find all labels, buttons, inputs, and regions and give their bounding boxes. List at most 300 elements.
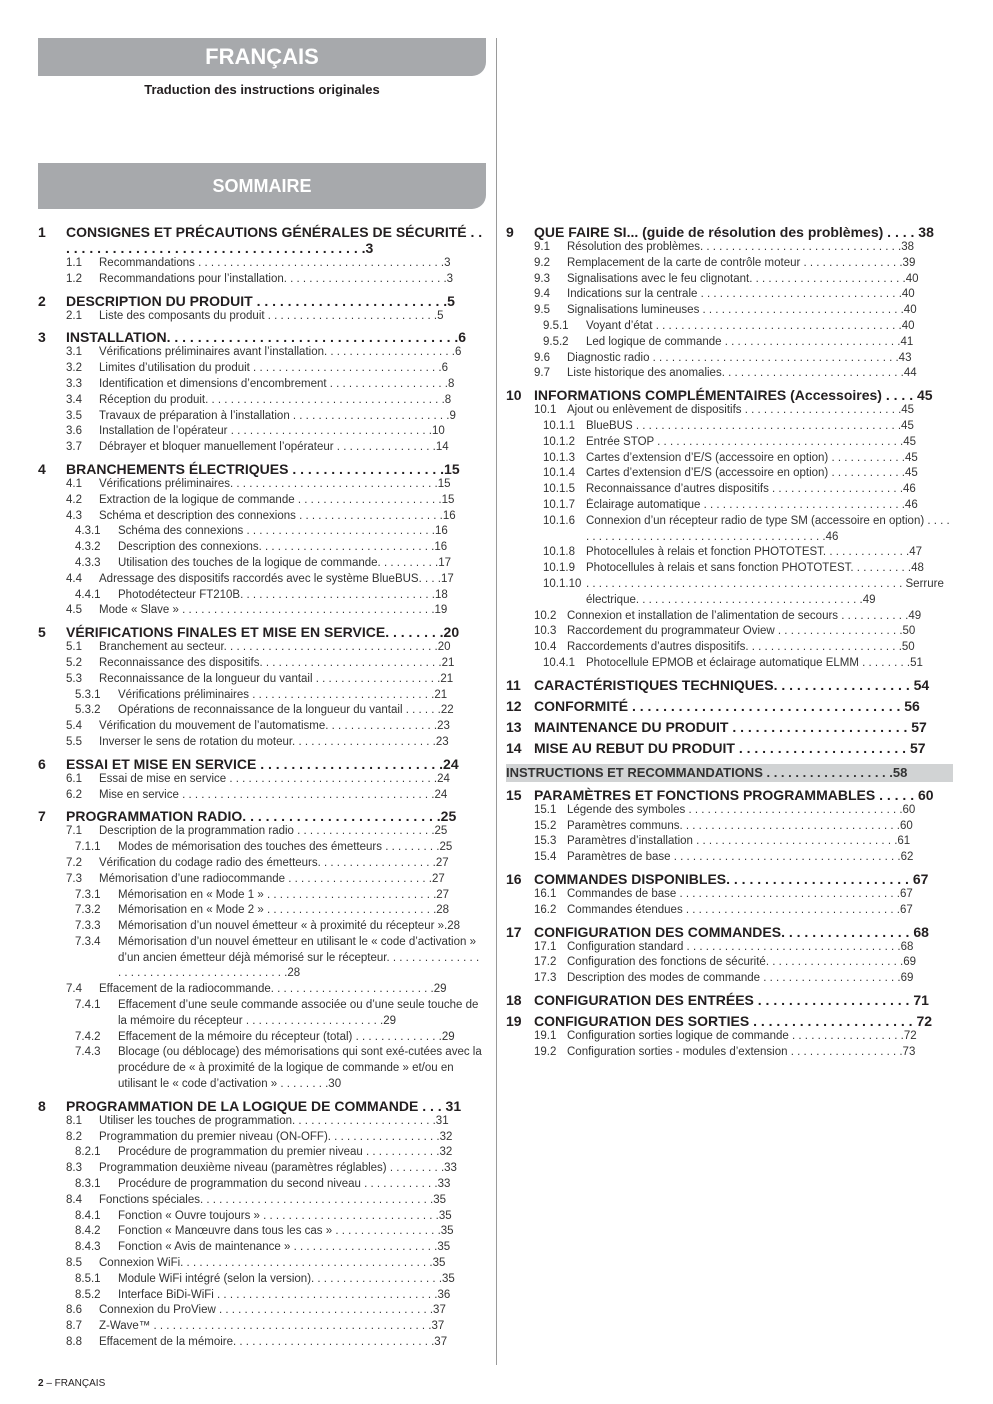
toc-section[interactable] [38, 293, 485, 309]
toc-subentry[interactable] [38, 1209, 485, 1225]
toc-number: 4.3.3 [75, 556, 101, 569]
toc-section[interactable] [38, 756, 485, 772]
toc-section[interactable] [38, 1098, 485, 1114]
toc-number: 17 [506, 923, 522, 940]
toc-number: 5.3.1 [75, 688, 101, 701]
toc-entry[interactable] [38, 377, 485, 393]
toc-title: Programmation deuxième niveau (paramètres réglables) . . . . . . . . .33 [99, 1162, 457, 1175]
toc-title: Réception du produit. . . . . . . . . . . . . . . . . . . . . . . . . . . . . . . . . . . . . .8 [99, 393, 452, 406]
toc-title: Vérifications préliminaires. . . . . . . . . . . . . . . . . . . . . . . . . . . . . . . . .15 [99, 477, 451, 490]
toc-number: 17.3 [534, 972, 557, 985]
toc-number: 12 [506, 697, 522, 714]
toc-number: 7.4.2 [75, 1030, 101, 1043]
toc-subentry[interactable] [506, 451, 953, 467]
toc-entry[interactable] [38, 1319, 485, 1335]
toc-number: 9.7 [534, 367, 550, 380]
toc-title: Entrée STOP . . . . . . . . . . . . . . . . . . . . . . . . . . . . . . . . . . . . . . .45 [586, 435, 916, 448]
toc-entry[interactable] [38, 424, 485, 440]
toc-title: MAINTENANCE DU PRODUIT . . . . . . . . . . . . . . . . . . . . . . . 57 [534, 718, 927, 735]
toc-number: 10.3 [534, 625, 557, 638]
toc-title: Recommandations . . . . . . . . . . . . . . . . . . . . . . . . . . . . . . . . . . . . . . .3 [99, 257, 451, 269]
toc-number: 4.1 [66, 477, 82, 490]
toc-entry[interactable] [38, 1256, 485, 1272]
toc-number: 18 [506, 991, 522, 1008]
toc-title: Reconnaissance de la longueur du vantail . . . . . . . . . . . . . . . . . . . .21 [99, 672, 454, 685]
toc-title: BlueBUS . . . . . . . . . . . . . . . . . . . . . . . . . . . . . . . . . . . . . . . . . .45 [586, 419, 914, 432]
toc-number: 10.1.10 [543, 577, 582, 590]
toc-section[interactable] [506, 677, 953, 693]
toc-title: Branchement au secteur. . . . . . . . . . . . . . . . . . . . . . . . . . . . . . . . . .20 [99, 641, 451, 654]
toc-number: 4.5 [66, 604, 82, 617]
toc-number: 17.2 [534, 956, 557, 969]
toc-title: Voyant d’état . . . . . . . . . . . . . . . . . . . . . . . . . . . . . . . . . . . . . . .40 [586, 319, 915, 332]
toc-number: 5.3.2 [75, 704, 101, 717]
toc-title: Ajout ou enlèvement de dispositifs . . . . . . . . . . . . . . . . . . . . . . . . .45 [567, 404, 915, 417]
toc-number: 7.2 [66, 856, 82, 869]
toc-entry[interactable] [38, 1130, 485, 1146]
toc-title: Configuration sorties logique de commande . . . . . . . . . . . . . . . . . .72 [567, 1029, 917, 1042]
toc-title: Connexion du ProView . . . . . . . . . . . . . . . . . . . . . . . . . . . . . . . . . .37 [99, 1304, 446, 1317]
toc-entry[interactable] [38, 719, 485, 735]
toc-number: 19.1 [534, 1029, 557, 1042]
toc-entry[interactable] [506, 256, 953, 272]
toc-number: 3.6 [66, 425, 82, 438]
toc-title: Configuration sorties - modules d’extension . . . . . . . . . . . . . . . . . .73 [567, 1045, 916, 1058]
page-number: 2 [38, 1378, 44, 1389]
toc-title: Photocellules à relais et fonction PHOTOTEST. . . . . . . . . . . . . .47 [586, 546, 922, 559]
toc-title: Reconnaissance d’autres dispositifs . . . . . . . . . . . . . . . . . . . . .46 [586, 483, 916, 496]
toc-number: 5.2 [66, 656, 82, 669]
toc-title: Diagnostic radio . . . . . . . . . . . . . . . . . . . . . . . . . . . . . . . . . . . . . . .43 [567, 351, 912, 364]
toc-title: CONFIGURATION DES SORTIES . . . . . . . . . . . . . . . . . . . . . 72 [534, 1012, 933, 1029]
toc-number: 8.4.3 [75, 1241, 101, 1254]
toc-subentry[interactable] [38, 540, 485, 556]
toc-title: Cartes d’extension d’E/S (accessoire en option) . . . . . . . . . . . .45 [586, 451, 918, 464]
toc-title: Débrayer et bloquer manuellement l’opérateur . . . . . . . . . . . . . . . .14 [99, 441, 449, 454]
toc-number: 7.1.1 [75, 841, 101, 854]
toc-number: 9.2 [534, 256, 550, 269]
toc-title: Essai de mise en service . . . . . . . . . . . . . . . . . . . . . . . . . . . . . . . . .24 [99, 772, 450, 785]
toc-title: Commandes étendues . . . . . . . . . . . . . . . . . . . . . . . . . . . . . . . . . .67 [567, 903, 913, 916]
toc-title: DESCRIPTION DU PRODUIT . . . . . . . . . . . . . . . . . . . . . . . . .5 [66, 292, 455, 309]
toc-section[interactable] [506, 871, 953, 887]
toc-title: Procédure de programmation du second niveau . . . . . . . . . . . .33 [118, 1178, 451, 1191]
toc-title: Fonction « Avis de maintenance » . . . . . . . . . . . . . . . . . . . . . . .35 [118, 1241, 451, 1254]
toc-title: Travaux de préparation à l’installation . . . . . . . . . . . . . . . . . . . . . . . . .9 [99, 409, 456, 422]
toc-entry[interactable] [506, 850, 953, 866]
toc-number: 10 [506, 387, 522, 404]
toc-title: PARAMÈTRES ET FONCTIONS PROGRAMMABLES . . . . . 60 [534, 786, 934, 803]
toc-subentry[interactable] [506, 482, 953, 498]
toc-title: Fonctions spéciales. . . . . . . . . . . . . . . . . . . . . . . . . . . . . . . . . . . . .35 [99, 1193, 447, 1206]
toc-title: Légende des symboles . . . . . . . . . . . . . . . . . . . . . . . . . . . . . . . . . .60 [567, 803, 916, 816]
toc-number: 10.1.3 [543, 451, 575, 464]
toc-subentry[interactable] [38, 919, 485, 935]
toc-title: Mode « Slave » . . . . . . . . . . . . . . . . . . . . . . . . . . . . . . . . . . . . . . . .19 [99, 604, 448, 617]
toc-section[interactable] [506, 387, 953, 403]
language-banner [38, 38, 486, 76]
toc-number: 10.1.5 [543, 483, 575, 496]
toc-entry[interactable] [506, 272, 953, 288]
toc-title: Paramètres de base . . . . . . . . . . . . . . . . . . . . . . . . . . . . . . . . . . . .62 [567, 851, 914, 864]
toc-entry[interactable] [38, 656, 485, 672]
toc-title: QUE FAIRE SI... (guide de résolution des problèmes) . . . . 38 [534, 224, 934, 240]
toc-number: 3 [38, 329, 46, 346]
toc-title: Identification et dimensions d’encombrement . . . . . . . . . . . . . . . . . . .8 [99, 377, 455, 390]
toc-number: 9 [506, 224, 514, 240]
toc-title: Vérification du mouvement de l’automatisme. . . . . . . . . . . . . . . . . .23 [99, 720, 450, 733]
toc-section[interactable] [506, 224, 953, 240]
toc-title: Installation de l’opérateur . . . . . . . . . . . . . . . . . . . . . . . . . . . . . . . .10 [99, 425, 445, 438]
toc-entry[interactable] [38, 440, 485, 456]
toc-number: 8.8 [66, 1336, 82, 1349]
toc-entry[interactable] [38, 735, 485, 751]
toc-number: 4.4.1 [75, 588, 101, 601]
toc-number: 5.1 [66, 641, 82, 654]
toc-title: Interface BiDi-WiFi . . . . . . . . . . . . . . . . . . . . . . . . . . . . . . . . . . .36 [118, 1288, 451, 1301]
toc-title: Fonction « Manœuvre dans tous les cas » . . . . . . . . . . . . . . . . .35 [118, 1225, 454, 1238]
toc-entry[interactable] [506, 887, 953, 903]
toc-title: Indications sur la centrale . . . . . . . . . . . . . . . . . . . . . . . . . . . . . . . .40 [567, 288, 915, 301]
toc-title: Extraction de la logique de commande . . . . . . . . . . . . . . . . . . . . . . .15 [99, 493, 455, 506]
toc-title: Liste historique des anomalies. . . . . . . . . . . . . . . . . . . . . . . . . . . . .44 [567, 367, 917, 380]
toc-entry[interactable] [506, 834, 953, 850]
toc-number: 9.3 [534, 272, 550, 285]
toc-subentry[interactable] [506, 545, 953, 561]
toc-number: 3.7 [66, 441, 82, 454]
toc-number: 8.5 [66, 1257, 82, 1270]
toc-title: Programmation du premier niveau (ON-OFF). . . . . . . . . . . . . . . . . .32 [99, 1130, 453, 1143]
toc-number: 15.2 [534, 819, 557, 832]
toc-entry[interactable] [38, 672, 485, 688]
toc-number: 8.1 [66, 1114, 82, 1127]
toc-number: 10.1.1 [543, 419, 575, 432]
toc-number: 8.5.2 [75, 1288, 101, 1301]
toc-entry[interactable] [506, 351, 953, 367]
toc-subentry[interactable] [38, 1177, 485, 1193]
toc-title: Schéma des connexions . . . . . . . . . . . . . . . . . . . . . . . . . . . . . .16 [118, 525, 448, 538]
toc-section[interactable] [506, 992, 953, 1008]
toc-subentry[interactable] [38, 1030, 485, 1046]
toc-entry[interactable] [506, 624, 953, 640]
toc-subentry[interactable] [38, 1272, 485, 1288]
toc-entry[interactable] [38, 856, 485, 872]
toc-title: PROGRAMMATION DE LA LOGIQUE DE COMMANDE . . . 31 [66, 1097, 462, 1114]
toc-number: 14 [506, 739, 522, 756]
toc-title: Paramètres communs. . . . . . . . . . . . . . . . . . . . . . . . . . . . . . . . . . .60 [567, 819, 913, 832]
toc-number: 4.3.1 [75, 525, 101, 538]
toc-subentry[interactable] [38, 688, 485, 704]
toc-section[interactable] [38, 624, 485, 640]
toc-title: Signalisations avec le feu clignotant. . . . . . . . . . . . . . . . . . . . . . . . .40 [567, 272, 919, 285]
toc-title: INSTALLATION. . . . . . . . . . . . . . . . . . . . . . . . . . . . . . . . . . . . . .6 [66, 329, 467, 346]
toc-number: 9.5.2 [543, 335, 569, 348]
toc-title: Commandes de base . . . . . . . . . . . . . . . . . . . . . . . . . . . . . . . . . . .67 [567, 887, 913, 900]
toc-title: Effacement de la mémoire. . . . . . . . . . . . . . . . . . . . . . . . . . . . . . . .37 [99, 1336, 448, 1349]
toc-number: 2.1 [66, 309, 82, 322]
toc-number: 4.4 [66, 572, 82, 585]
toc-section[interactable] [506, 787, 953, 803]
toc-entry[interactable] [506, 240, 953, 256]
toc-subentry[interactable] [506, 577, 953, 609]
toc-entry[interactable] [38, 272, 485, 288]
toc-entry[interactable] [506, 366, 953, 382]
toc-subentry[interactable] [38, 998, 485, 1030]
toc-number: 10.1.2 [543, 435, 575, 448]
toc-title: Photodétecteur FT210B. . . . . . . . . . . . . . . . . . . . . . . . . . . . . . .18 [118, 588, 448, 601]
toc-number: 5.4 [66, 720, 82, 733]
toc-number: 15 [506, 786, 522, 803]
toc-entry[interactable] [38, 872, 485, 888]
toc-entry[interactable] [38, 393, 485, 409]
toc-number: 5 [38, 624, 46, 641]
toc-title: Photocellule EPMOB et éclairage automatique ELMM . . . . . . . .51 [586, 656, 923, 669]
toc-banner [38, 163, 486, 209]
toc-title: Effacement d’une seule commande associée ou d’une seule touche de la mémoire du récepteur . . . . . . . . . . . . . . . . . . . . . .29 [118, 999, 479, 1027]
toc-number: 3.4 [66, 393, 82, 406]
toc-title: Utilisation des touches de la logique de commande. . . . . . . . . .17 [118, 556, 452, 569]
toc-title: Blocage (ou déblocage) des mémorisations qui sont exé-cutées avec la procédure de « à proximité de la logique de commande » et/ou en utilisant le « code d’activation » . . . . . . . .30 [118, 1046, 482, 1091]
toc-title: Schéma et description des connexions . . . . . . . . . . . . . . . . . . . . . . .16 [99, 509, 456, 522]
toc-number: 7.3.3 [75, 920, 101, 933]
toc-title: Modes de mémorisation des touches des émetteurs . . . . . . . . .25 [118, 841, 453, 854]
toc-entry[interactable] [38, 572, 485, 588]
toc-number: 8.2.1 [75, 1146, 101, 1159]
toc-entry[interactable] [38, 1335, 485, 1351]
toc-entry[interactable] [506, 609, 953, 625]
toc-number: 4 [38, 460, 46, 477]
toc-subentry[interactable] [506, 319, 953, 335]
toc-subentry[interactable] [38, 556, 485, 572]
toc-number: 1.1 [66, 257, 82, 269]
toc-entry[interactable] [506, 903, 953, 919]
toc-entry[interactable] [506, 303, 953, 319]
toc-number: 8.4.2 [75, 1225, 101, 1238]
toc-section[interactable] [38, 808, 485, 824]
toc-number: 9.5.1 [543, 319, 569, 332]
toc-entry[interactable] [38, 361, 485, 377]
toc-entry[interactable] [38, 788, 485, 804]
toc-number: 6.2 [66, 788, 82, 801]
toc-title: PROGRAMMATION RADIO. . . . . . . . . . . . . . . . . . . . . . . . . .25 [66, 808, 457, 825]
toc-section[interactable] [506, 740, 953, 756]
toc-title: Vérifications préliminaires avant l’installation. . . . . . . . . . . . . . . . . . . . .6 [99, 346, 462, 359]
toc-subentry[interactable] [506, 335, 953, 351]
toc-section[interactable] [506, 698, 953, 714]
toc-subentry[interactable] [38, 1145, 485, 1161]
toc-title: MISE AU REBUT DU PRODUIT . . . . . . . . . . . . . . . . . . . . . . 57 [534, 739, 926, 756]
toc-title: Configuration des fonctions de sécurité. . . . . . . . . . . . . . . . . . . . . .69 [567, 956, 916, 969]
toc-title: Mémorisation d’une radiocommande . . . . . . . . . . . . . . . . . . . . . . .27 [99, 872, 445, 885]
toc-title: Limites d’utilisation du produit . . . . . . . . . . . . . . . . . . . . . . . . . . . . . .6 [99, 362, 448, 375]
page-footer [38, 1378, 105, 1389]
toc-number: 9.1 [534, 241, 550, 253]
toc-number: 1.2 [66, 272, 82, 285]
toc-number: 8.3.1 [75, 1178, 101, 1191]
toc-title: Led logique de commande . . . . . . . . . . . . . . . . . . . . . . . . . . . .41 [586, 335, 914, 348]
toc-subentry[interactable] [38, 1240, 485, 1256]
toc-section[interactable] [506, 1013, 953, 1029]
toc-number: 10.1.4 [543, 467, 575, 480]
toc-title: Description des connexions. . . . . . . . . . . . . . . . . . . . . . . . . . . .16 [118, 541, 448, 554]
toc-title: Raccordements d’autres dispositifs. . . . . . . . . . . . . . . . . . . . . . . . .50 [567, 641, 915, 654]
toc-subentry[interactable] [506, 466, 953, 482]
toc-number: 3.1 [66, 346, 82, 359]
toc-entry[interactable] [506, 955, 953, 971]
toc-number: 7.4.3 [75, 1046, 101, 1059]
toc-section[interactable] [38, 329, 485, 345]
toc-entry[interactable] [506, 940, 953, 956]
toc-title: Z-Wave™ . . . . . . . . . . . . . . . . . . . . . . . . . . . . . . . . . . . . . . . . . . . .37 [99, 1320, 445, 1333]
toc-number: 7.1 [66, 825, 82, 838]
toc-entry[interactable] [506, 1045, 953, 1061]
toc-entry[interactable] [38, 477, 485, 493]
toc-number: 10.1.6 [543, 514, 575, 527]
toc-entry[interactable] [506, 819, 953, 835]
toc-title: Mémorisation en « Mode 1 » . . . . . . . . . . . . . . . . . . . . . . . . . . .27 [118, 888, 450, 901]
toc-entry[interactable] [38, 1303, 485, 1319]
toc-subentry[interactable] [38, 903, 485, 919]
toc-number: 7.4.1 [75, 999, 101, 1012]
toc-entry[interactable] [38, 640, 485, 656]
toc-number: 3.2 [66, 362, 82, 375]
toc-number: 7.3.1 [75, 888, 101, 901]
toc-subentry[interactable] [506, 514, 953, 546]
toc-entry[interactable] [38, 603, 485, 619]
toc-title: BRANCHEMENTS ÉLECTRIQUES . . . . . . . . . . . . . . . . . . . .15 [66, 460, 460, 477]
toc-subentry[interactable] [38, 888, 485, 904]
toc-number: 10.1.9 [543, 562, 575, 575]
column-divider [496, 38, 497, 1365]
toc-title: Inverser le sens de rotation du moteur. . . . . . . . . . . . . . . . . . . . . . .23 [99, 735, 449, 748]
toc-subentry[interactable] [38, 588, 485, 604]
toc-number: 16.2 [534, 903, 557, 916]
toc-title: CONSIGNES ET PRÉCAUTIONS GÉNÉRALES DE SÉCURITÉ . . . . . . . . . . . . . . . . . . . . . . . . . . . . . . . . . . . . . . . . .3 [66, 224, 483, 256]
toc-title: Reconnaissance des dispositifs. . . . . . . . . . . . . . . . . . . . . . . . . . . . .21 [99, 656, 455, 669]
toc-entry[interactable] [38, 256, 485, 272]
toc-title: Vérification du codage radio des émetteurs. . . . . . . . . . . . . . . . . . .27 [99, 856, 449, 869]
toc-number: 11 [506, 676, 521, 693]
toc-entry[interactable] [506, 640, 953, 656]
toc-number: 9.6 [534, 351, 550, 364]
toc-title: ESSAI ET MISE EN SERVICE . . . . . . . . . . . . . . . . . . . . . . . .24 [66, 755, 459, 772]
toc-subentry[interactable] [38, 935, 485, 982]
toc-subentry[interactable] [506, 435, 953, 451]
toc-column-right [506, 219, 953, 1060]
toc-number: 19.2 [534, 1045, 557, 1058]
toc-subentry[interactable] [506, 561, 953, 577]
toc-section[interactable] [506, 924, 953, 940]
toc-entry[interactable] [38, 509, 485, 525]
toc-subentry[interactable] [38, 703, 485, 719]
toc-subentry[interactable] [38, 1224, 485, 1240]
toc-number: 10.4 [534, 641, 557, 654]
toc-entry[interactable] [38, 309, 485, 325]
toc-title: Recommandations pour l’installation. . . . . . . . . . . . . . . . . . . . . . . . . .3 [99, 272, 454, 285]
toc-entry[interactable] [506, 287, 953, 303]
toc-entry[interactable] [506, 403, 953, 419]
toc-number: 4.3.2 [75, 541, 101, 554]
toc-title: Utiliser les touches de programmation. . . . . . . . . . . . . . . . . . . . . . .31 [99, 1114, 449, 1127]
toc-entry[interactable] [506, 1029, 953, 1045]
toc-number: 4.3 [66, 509, 82, 522]
toc-number: 4.2 [66, 493, 82, 506]
toc-title: Mémorisation en « Mode 2 » . . . . . . . . . . . . . . . . . . . . . . . . . . .28 [118, 904, 450, 917]
toc-number: 10.1 [534, 404, 557, 417]
toc-number: 10.4.1 [543, 656, 575, 669]
toc-title: Éclairage automatique . . . . . . . . . . . . . . . . . . . . . . . . . . . . . . . .46 [586, 498, 918, 511]
toc-number: 7.3.4 [75, 935, 101, 948]
toc-entry[interactable] [506, 971, 953, 987]
toc-number: 19 [506, 1012, 522, 1029]
toc-number: 17.1 [534, 940, 557, 953]
toc-title: . . . . . . . . . . . . . . . . . . . . . . . . . . . . . . . . . . . . . . . . . . . . . . . . . . Serrure électrique. . . . . . . . . . . . . . . . . . . . . . . . . . . . . . . . . . . .49 [586, 577, 944, 606]
toc-number: 7.3 [66, 872, 82, 885]
subtitle: Traduction des instructions originales [144, 82, 380, 97]
toc-title: Cartes d’extension d’E/S (accessoire en option) . . . . . . . . . . . .45 [586, 467, 918, 480]
toc-title: Signalisations lumineuses . . . . . . . . . . . . . . . . . . . . . . . . . . . . . . . .40 [567, 304, 917, 317]
toc-title: INSTRUCTIONS ET RECOMMANDATIONS . . . . . . . . . . . . . . . . . .58 [506, 764, 908, 780]
toc-section[interactable] [38, 461, 485, 477]
toc-title: INFORMATIONS COMPLÉMENTAIRES (Accessoires) . . . . 45 [534, 387, 933, 404]
toc-subentry[interactable] [38, 840, 485, 856]
toc-title: Liste des composants du produit . . . . . . . . . . . . . . . . . . . . . . . . . . .5 [99, 309, 444, 322]
toc-title: Mémorisation d’un nouvel émetteur « à proximité du récepteur ».28 [118, 920, 460, 933]
toc-number: 7.4 [66, 983, 82, 996]
toc-title: Connexion et installation de l’alimentation de secours . . . . . . . . . . .49 [567, 609, 922, 622]
toc-title: Procédure de programmation du premier niveau . . . . . . . . . . . .32 [118, 1146, 453, 1159]
toc-entry[interactable] [38, 493, 485, 509]
toc-number: 9.4 [534, 288, 550, 301]
toc-number: 1 [38, 224, 46, 240]
toc-column-left [38, 219, 485, 1351]
toc-entry[interactable] [38, 982, 485, 998]
toc-entry[interactable] [38, 1114, 485, 1130]
toc-title: Résolution des problèmes. . . . . . . . . . . . . . . . . . . . . . . . . . . . . . . .38 [567, 241, 915, 253]
toc-subentry[interactable] [38, 524, 485, 540]
toc-number: 8.5.1 [75, 1272, 101, 1285]
toc-subentry[interactable] [506, 419, 953, 435]
toc-title: Mise en service . . . . . . . . . . . . . . . . . . . . . . . . . . . . . . . . . . . . . . . .24 [99, 788, 448, 801]
toc-subentry[interactable] [506, 656, 953, 672]
toc-entry[interactable] [38, 824, 485, 840]
toc-title: Module WiFi intégré (selon la version). . . . . . . . . . . . . . . . . . . . .35 [118, 1272, 455, 1285]
toc-subentry[interactable] [38, 1288, 485, 1304]
toc-title: CONFIGURATION DES ENTRÉES . . . . . . . . . . . . . . . . . . . . 71 [534, 991, 929, 1008]
toc-number: 6 [38, 755, 46, 772]
toc-number: 8 [38, 1097, 46, 1114]
toc-entry[interactable] [38, 345, 485, 361]
toc-entry[interactable] [38, 772, 485, 788]
toc-subentry[interactable] [38, 1045, 485, 1092]
toc-title: Remplacement de la carte de contrôle moteur . . . . . . . . . . . . . . . .39 [567, 256, 916, 269]
toc-section[interactable] [38, 224, 485, 256]
toc-entry[interactable] [506, 803, 953, 819]
toc-title: Opérations de reconnaissance de la longueur du vantail . . . . . .22 [118, 704, 454, 717]
toc-number: 15.1 [534, 803, 557, 816]
toc-section[interactable] [506, 719, 953, 735]
toc-entry[interactable] [38, 1161, 485, 1177]
toc-subentry[interactable] [506, 498, 953, 514]
toc-number: 9.5 [534, 304, 550, 317]
toc-title: Effacement de la mémoire du récepteur (total) . . . . . . . . . . . . . .29 [118, 1030, 455, 1043]
toc-entry[interactable] [38, 1193, 485, 1209]
toc-number: 5.5 [66, 735, 82, 748]
toc-highlight[interactable] [506, 764, 953, 782]
toc-number: 8.6 [66, 1304, 82, 1317]
toc-number: 7.3.2 [75, 904, 101, 917]
toc-entry[interactable] [38, 409, 485, 425]
